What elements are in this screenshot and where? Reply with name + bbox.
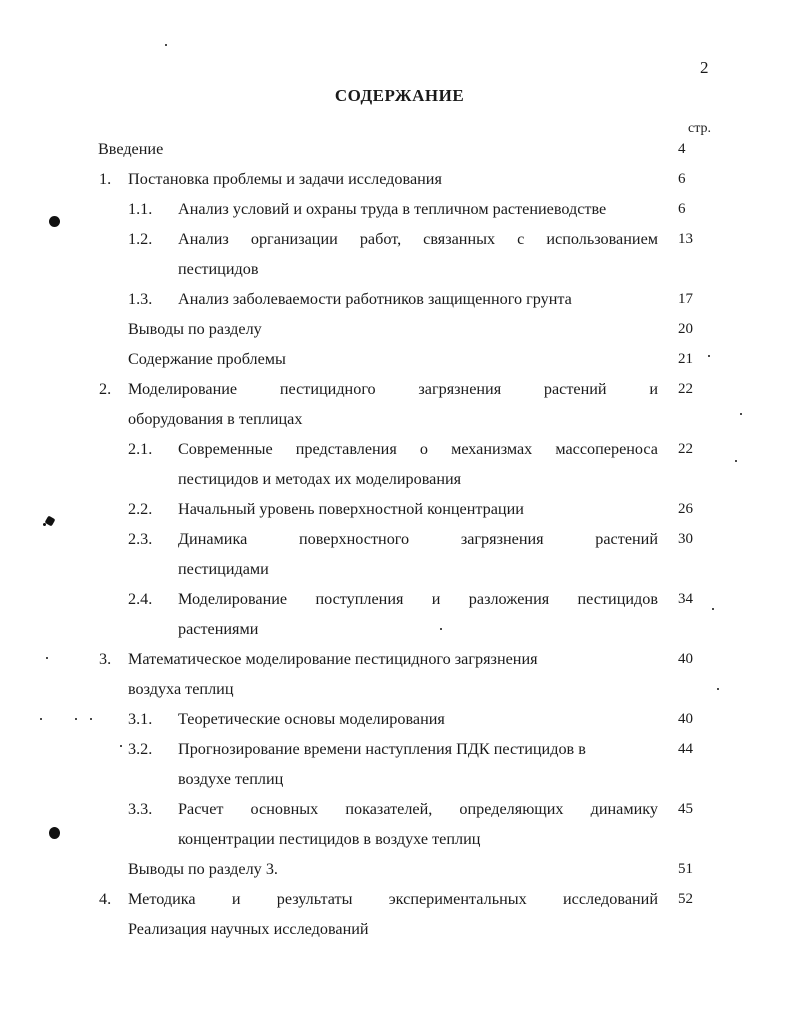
toc-entry-number: 2.3. (128, 530, 153, 548)
toc-entry-page: 26 (678, 501, 693, 517)
toc-entry-2-2[interactable] (0, 494, 799, 524)
toc-entry-3-2[interactable] (0, 734, 799, 794)
toc-entry-number: 3.2. (128, 740, 153, 758)
toc-entry-number: 2.2. (128, 500, 153, 518)
toc-entry-problem-content[interactable] (0, 344, 799, 374)
scan-speck (75, 718, 77, 720)
toc-entry-text: Расчет основных показателей, определяющих динамику (178, 800, 658, 818)
toc-entry-page: 44 (678, 741, 693, 757)
toc-entry-page: 6 (678, 171, 686, 187)
toc-entry-text-continuation: оборудования в теплицах (128, 410, 303, 428)
toc-entry-text: Методика и результаты экспериментальных исследований (128, 890, 658, 908)
toc-entry-page: 4 (678, 141, 686, 157)
toc-entry-text: Математическое моделирование пестицидного загрязнения (128, 650, 538, 668)
toc-entry-page: 51 (678, 861, 693, 877)
toc-entry-number: 2.4. (128, 590, 153, 608)
scan-speck (735, 460, 737, 462)
scan-speck (49, 827, 60, 839)
toc-entry-page: 6 (678, 201, 686, 217)
scan-speck (120, 745, 122, 747)
toc-entry-1-3[interactable] (0, 284, 799, 314)
toc-entry-number: 2.1. (128, 440, 153, 458)
toc-entry-2-3[interactable] (0, 524, 799, 584)
toc-entry-number: 1.2. (128, 230, 153, 248)
toc-entry-page: 45 (678, 801, 693, 817)
toc-entry-text: Теоретические основы моделирования (178, 710, 445, 728)
toc-entry-number: 4. (99, 890, 112, 908)
scan-speck (49, 216, 60, 227)
toc-entry-3-3[interactable] (0, 794, 799, 854)
toc-entry-number: 1.3. (128, 290, 153, 308)
scan-speck (740, 413, 742, 415)
toc-entry-text: Динамика поверхностного загрязнения растений (178, 530, 658, 548)
toc-entry-section-1[interactable] (0, 164, 799, 194)
toc-entry-conclusions-3[interactable] (0, 854, 799, 884)
scan-speck (708, 355, 710, 357)
toc-entry-text: Моделирование пестицидного загрязнения растений и (128, 380, 658, 398)
scan-speck (43, 523, 46, 526)
toc-entry-text-continuation: растениями (178, 620, 259, 638)
toc-entry-text: Прогнозирование времени наступления ПДК пестицидов в (178, 740, 586, 758)
toc-entry-introduction[interactable] (0, 134, 799, 164)
toc-entry-3-1[interactable] (0, 704, 799, 734)
toc-entry-text-continuation: пестицидами (178, 560, 269, 578)
toc-entry-page: 34 (678, 591, 693, 607)
toc-entry-page: 40 (678, 651, 693, 667)
toc-title: СОДЕРЖАНИЕ (334, 86, 465, 105)
toc-entry-number: 2. (99, 380, 112, 398)
toc-entry-number: 3.3. (128, 800, 153, 818)
toc-entry-page: 17 (678, 291, 693, 307)
toc-entry-text-continuation: концентрации пестицидов в воздухе теплиц (178, 830, 481, 848)
toc-entry-text: Современные представления о механизмах массопереноса (178, 440, 658, 458)
toc-entry-text: Введение (98, 140, 164, 158)
toc-entry-page: 21 (678, 351, 693, 367)
toc-entry-text-continuation: воздухе теплиц (178, 770, 284, 788)
toc-entry-text: Содержание проблемы (128, 350, 286, 368)
toc-entry-page: 30 (678, 531, 693, 547)
pages-column-header: стр. (688, 121, 712, 136)
scan-speck (90, 718, 92, 720)
scan-speck (440, 628, 442, 630)
scan-speck (40, 718, 42, 720)
toc-entry-page: 20 (678, 321, 693, 337)
toc-entry-text-continuation: пестицидов (178, 260, 259, 278)
toc-entry-text: Моделирование поступления и разложения пестицидов (178, 590, 658, 608)
toc-entry-page: 13 (678, 231, 693, 247)
toc-entry-text-continuation: Реализация научных исследований (128, 920, 369, 938)
toc-entry-2-1[interactable] (0, 434, 799, 494)
scan-speck (712, 608, 714, 610)
toc-entry-page: 22 (678, 381, 693, 397)
toc-entry-text: Выводы по разделу (128, 320, 262, 338)
page-number: 2 (700, 58, 709, 77)
scan-speck (46, 657, 48, 659)
toc-entry-2-4[interactable] (0, 584, 799, 644)
toc-entry-text: Выводы по разделу 3. (128, 860, 278, 878)
toc-entry-text: Постановка проблемы и задачи исследования (128, 170, 442, 188)
toc-entry-text: Анализ заболеваемости работников защищенного грунта (178, 290, 572, 308)
toc-entry-conclusions-1[interactable] (0, 314, 799, 344)
toc-entry-number: 1.1. (128, 200, 153, 218)
scan-speck (717, 688, 719, 690)
toc-entry-text: Анализ условий и охраны труда в тепличном растениеводстве (178, 200, 607, 218)
toc-entry-number: 3. (99, 650, 112, 668)
toc-entry-page: 22 (678, 441, 693, 457)
scan-speck (165, 44, 167, 46)
toc-entry-section-4[interactable] (0, 884, 799, 944)
toc-entry-text: Начальный уровень поверхностной концентрации (178, 500, 524, 518)
toc-entry-section-3[interactable] (0, 644, 799, 704)
toc-entry-1-2[interactable] (0, 224, 799, 284)
toc-entry-text-continuation: пестицидов и методах их моделирования (178, 470, 462, 488)
toc-entry-number: 1. (99, 170, 112, 188)
toc-entry-page: 52 (678, 891, 693, 907)
toc-entry-text: Анализ организации работ, связанных с использованием (178, 230, 658, 248)
toc-entry-number: 3.1. (128, 710, 153, 728)
toc-entry-page: 40 (678, 711, 693, 727)
toc-entry-section-2[interactable] (0, 374, 799, 434)
toc-entry-text-continuation: воздуха теплиц (128, 680, 234, 698)
toc-entry-1-1[interactable] (0, 194, 799, 224)
